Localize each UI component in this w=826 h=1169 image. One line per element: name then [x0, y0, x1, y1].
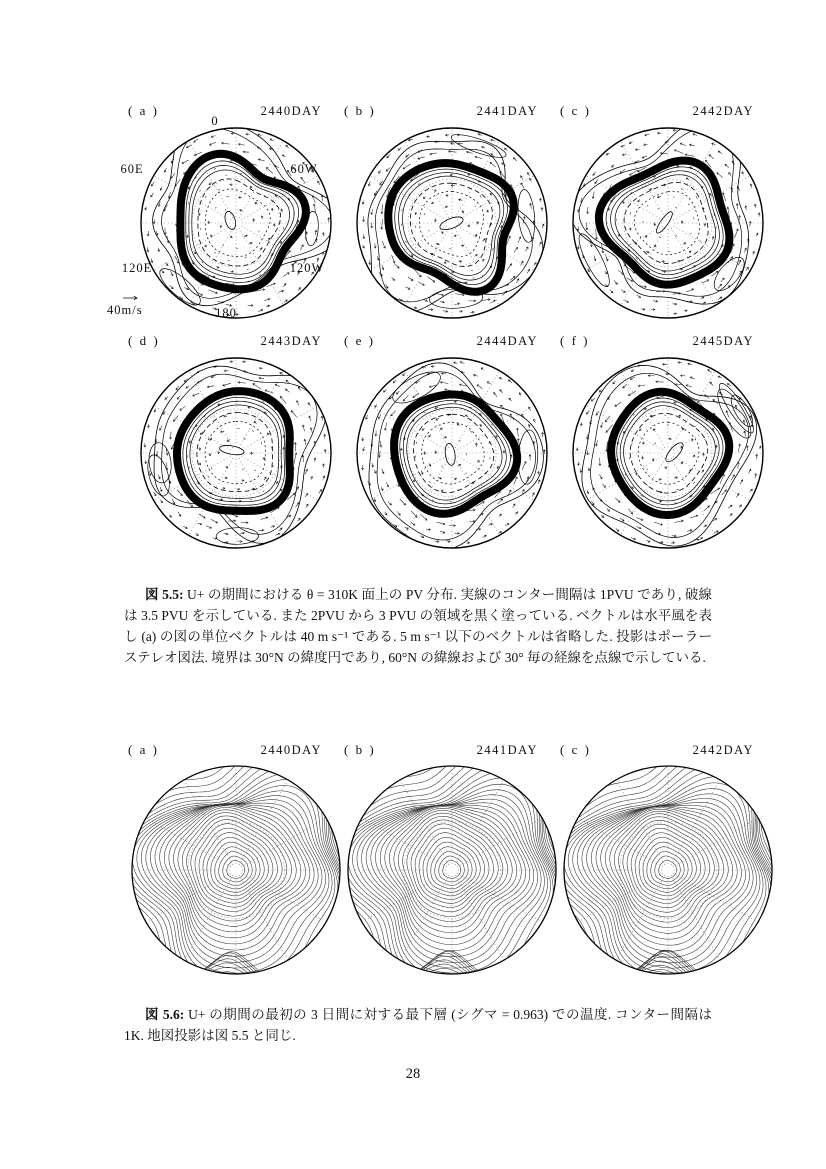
- pv-map-b: [342, 123, 562, 333]
- fig55-panel-c: [558, 103, 778, 333]
- panel-day-label: 2440DAY: [260, 743, 322, 757]
- panel-header: [342, 103, 562, 123]
- pv-dashed-contour: [414, 414, 494, 492]
- panel-day-label: 2445DAY: [692, 334, 754, 348]
- pv-plot-content: [142, 359, 330, 547]
- pv-black-band: [388, 163, 514, 292]
- temp-plot-content: [66, 687, 377, 1009]
- map-boundary: [132, 766, 340, 974]
- pv-dashed-contour: [197, 413, 273, 492]
- temperature-map-b: [342, 762, 562, 980]
- caption-label: 図 5.5:: [145, 587, 184, 602]
- caption-text: U+ の期間における θ = 310K 面上の PV 分布. 実線のコンター間隔は 1PVU であり, 破線は 3.5 PVU を示している. また 2PVU から 3 PVU の領域を黒く塗っている. ベクトルは水平風を表し (a) の図の単位ベクトルは 40 m s⁻¹ である. 5 m s⁻¹ 以下のベクトルは省略した. 投影はポーラーステレオ図法. 境界は 30°N の緯度円であり, 60°N の緯線および 30° 毎の経線を点線で示している.: [124, 587, 713, 665]
- map-boundary: [564, 766, 772, 974]
- page-number: 28: [405, 1066, 421, 1082]
- fig55-panel-f: [558, 333, 778, 563]
- figure-5-5-caption: [124, 584, 712, 668]
- map-label-120e: 120E: [121, 261, 153, 275]
- panel-day-label: 2441DAY: [476, 743, 538, 757]
- panel-letter: ( f ): [560, 333, 590, 348]
- panel-letter: ( b ): [344, 103, 376, 118]
- panel-letter: ( e ): [344, 333, 375, 348]
- fig55-panel-b: [342, 103, 562, 333]
- pv-map-c: [558, 123, 778, 333]
- fig55-panel-a: [107, 103, 346, 333]
- pv-contours: [582, 365, 758, 546]
- panel-letter: ( a ): [128, 103, 159, 118]
- pv-contours: [368, 130, 543, 313]
- panel-letter: ( d ): [128, 333, 160, 348]
- pv-black-band: [599, 161, 730, 285]
- map-label-60w: 60W: [290, 162, 318, 176]
- vector-legend-label: 40m/s: [107, 303, 143, 317]
- fig56-panel-b: [342, 742, 562, 980]
- panel-letter: ( b ): [344, 742, 376, 757]
- temperature-map-a: [126, 762, 346, 980]
- map-label-120w: 120W: [289, 261, 325, 275]
- graticule: [565, 767, 771, 973]
- panel-day-label: 2440DAY: [260, 104, 322, 118]
- fig56-panel-c: [558, 742, 778, 980]
- panel-day-label: 2443DAY: [260, 334, 322, 348]
- panel-header: [342, 333, 562, 353]
- map-boundary: [141, 358, 331, 548]
- caption-label: 図 5.6:: [145, 1007, 185, 1022]
- panel-header: [126, 742, 346, 762]
- fig55-panel-e: [342, 333, 562, 563]
- temperature-contours: [66, 687, 377, 1009]
- panel-header: [126, 103, 346, 123]
- caption-text: U+ の期間の最初の 3 日間に対する最下層 (シグマ = 0.963) での温度. コンター間隔は 1K. 地図投影は図 5.5 と同じ.: [124, 1007, 712, 1043]
- pv-map-a: [107, 114, 346, 333]
- pv-contours: [144, 366, 327, 545]
- figure-5-6-caption: [124, 1004, 712, 1046]
- panel-day-label: 2442DAY: [692, 104, 754, 118]
- pv-map-e: [342, 353, 562, 563]
- pv-map-f: [558, 353, 778, 563]
- temperature-map-c: [558, 762, 778, 980]
- pv-black-band: [611, 392, 729, 515]
- panel-header: [126, 333, 346, 353]
- pv-plot-content: [571, 117, 763, 317]
- pv-contours: [153, 118, 345, 311]
- pv-black-band: [394, 395, 517, 514]
- pv-plot-content: [142, 118, 344, 317]
- panel-header: [342, 742, 562, 762]
- panel-header: [558, 333, 778, 353]
- panel-header: [558, 103, 778, 123]
- panel-letter: ( c ): [560, 742, 591, 757]
- map-label-60e: 60E: [120, 162, 144, 176]
- pv-plot-content: [574, 359, 762, 547]
- map-label-0: 0: [211, 114, 219, 128]
- fig56-panel-a: [126, 742, 346, 980]
- unit-vector-arrow: [123, 296, 137, 300]
- panel-day-label: 2444DAY: [476, 334, 538, 348]
- panel-letter: ( c ): [560, 103, 591, 118]
- map-label-180: 180: [215, 306, 237, 320]
- panel-letter: ( a ): [128, 742, 159, 757]
- fig55-panel-d: [126, 333, 346, 563]
- pv-plot-content: [358, 129, 546, 317]
- panel-day-label: 2441DAY: [476, 104, 538, 118]
- panel-day-label: 2442DAY: [692, 743, 754, 757]
- panel-header: [558, 742, 778, 762]
- pv-map-d: [126, 353, 346, 563]
